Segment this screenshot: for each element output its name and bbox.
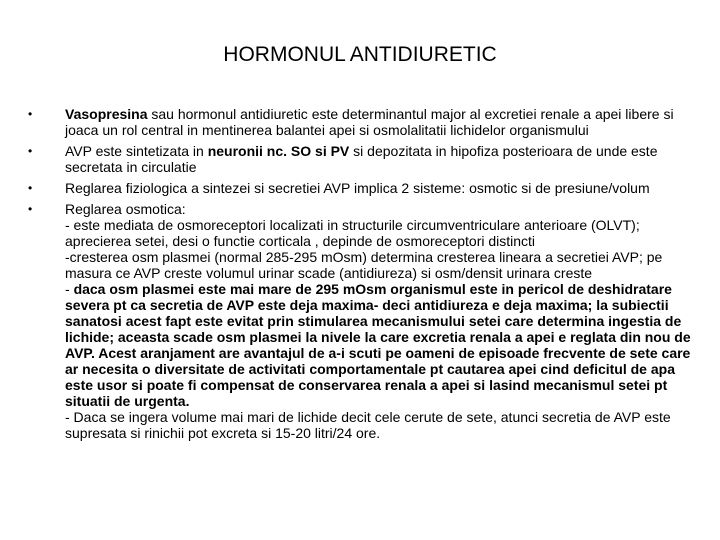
paragraph-supresie-avp: - Daca se ingera volume mai mari de lichide decit cele cerute de sete, atunci secretia de AVP este supresata si rinichii pot excreta si 15-20 litri/24 ore. [65,409,671,441]
bullet-item-reglare-osmotica [28,201,700,441]
bullet-text: Reglarea fiziologica a sintezei si secretiei AVP implica 2 sisteme: osmotic si de presiune/volum [65,180,650,196]
bullet-icon: • [28,144,33,158]
bullet-item-avp-sinteza [28,143,700,175]
bullet-icon: • [28,107,33,121]
paragraph-prefix: - [65,281,74,297]
bullet-icon: • [28,202,33,216]
bullet-list [28,106,700,446]
term-neuronii: neuronii nc. SO si PV [207,143,350,159]
bullet-item-reglare-fiziologica [28,180,700,196]
paragraph-deshidratare-bold: daca osm plasmei este mai mare de 295 mOsm organismul este in pericol de deshidratare severa pt ca secretia de AVP este deja maxima- deci antidiureza e deja maxima; la subiectii sanatosi acest fapt este evitat prin stimularea mecanismului setei care determina ingestia de lichide; aceasta scade osm plasmei la nivele la care excretia renala a apei e reglata din nou de AVP. Acest aranjament are avantajul de a-i scuti pe oameni de episoade frecvente de sete care ar necesita o diversitate de activitati comportamentale pt cautarea apei cind deficitul de apa este usor si poate fi compensat de conservarea renala a apei si lasind mecanismul setei pt situatii de urgenta. [65,281,691,409]
slide-title: HORMONUL ANTIDIURETIC [223,43,497,66]
bullet-heading: Reglarea osmotica: [65,201,186,217]
paragraph-deshidratare [65,281,700,409]
bullet-icon: • [28,181,33,195]
bullet-text-pre: AVP este sintetizata in [65,143,208,159]
bullet-text-post: si depozitata in hipofiza posterioara de unde este secretata in circulatie [65,143,658,175]
term-vasopresina: Vasopresina [65,106,148,122]
paragraph-crestere-osm: -cresterea osm plasmei (normal 285-295 mOsm) determina cresterea lineara a secretiei AVP; pe masura ce AVP creste volumul urinar scade (antidiureza) si osm/densit urinara creste [65,249,663,281]
paragraph-osmoreceptori: - este mediata de osmoreceptori localizati in structurile circumventriculare anterioare (OLVT); aprecierea setei, desi o functie corticala , depinde de osmoreceptori distincti [65,217,640,249]
bullet-item-vasopresina [28,106,700,138]
bullet-text: sau hormonul antidiuretic este determinantul major al excretiei renale a apei libere si joaca un rol central in mentinerea balantei apei si osmolalitatii lichidelor organismului [65,106,674,138]
